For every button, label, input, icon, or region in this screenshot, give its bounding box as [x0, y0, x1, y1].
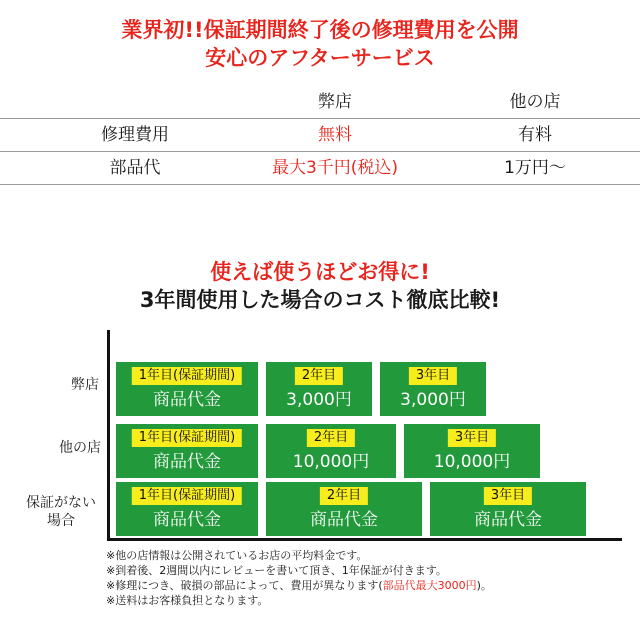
- column-header-ours: 弊店: [318, 92, 352, 112]
- row-label-other: [52, 439, 108, 457]
- comparison-row-repair-fee: [0, 118, 640, 151]
- other-value: 有料: [518, 125, 552, 145]
- ours-value: 最大3千円(税込): [271, 158, 399, 178]
- row-label-no-warranty: [18, 494, 104, 530]
- cost-bar-no-warranty-year3: [430, 482, 586, 536]
- column-header-other: 他の店: [509, 92, 561, 112]
- footnote-highlight: 部品代最大3000円: [382, 579, 477, 592]
- cost-value: 3,000円: [286, 390, 352, 410]
- headline-line-1: 業界初!!保証期間終了後の修理費用を公開: [121, 18, 519, 42]
- cost-bar-no-warranty-year1: [116, 482, 258, 536]
- year-tag: 3年目: [448, 429, 496, 447]
- cost-value: 10,000円: [292, 452, 370, 472]
- footnotes: [106, 548, 636, 608]
- cost-bar-other-year2: [266, 424, 396, 478]
- headline-line-2: 安心のアフターサービス: [205, 46, 435, 70]
- year-tag: 3年目: [484, 487, 532, 505]
- row-label-ours: [64, 376, 106, 394]
- year-tag: 2年目: [307, 429, 355, 447]
- cost-value: 商品代金: [310, 510, 378, 530]
- cost-value: 商品代金: [153, 510, 221, 530]
- footnote: [106, 578, 636, 593]
- footnote-text: ※修理につき、破損の部品によって、費用が異なります(: [106, 579, 383, 592]
- promo-line-1: 使えば使うほどお得に!: [210, 260, 430, 284]
- row-label-line: 場合: [47, 513, 75, 529]
- year-tag: 3年目: [409, 367, 457, 385]
- cost-bar-ours-year3: [380, 362, 486, 416]
- footnote-text: )。: [476, 579, 492, 592]
- row-label: 部品代: [109, 158, 161, 178]
- comparison-table: [0, 86, 640, 185]
- promo-line-2: 3年間使用した場合のコスト徹底比較!: [139, 288, 501, 312]
- cost-bar-ours-year1: [116, 362, 258, 416]
- cost-value: 商品代金: [153, 452, 221, 472]
- year-tag: 2年目: [320, 487, 368, 505]
- comparison-row-parts-fee: [0, 151, 640, 185]
- footnote: ※他の店情報は公開されているお店の平均料金です。: [106, 549, 368, 562]
- chart-x-axis: [107, 538, 622, 541]
- cost-bar-ours-year2: [266, 362, 372, 416]
- year-tag: 1年目(保証期間): [132, 429, 242, 447]
- cost-value: 3,000円: [400, 390, 466, 410]
- cost-bar-other-year3: [404, 424, 540, 478]
- row-label: 修理費用: [101, 125, 169, 145]
- cost-value: 商品代金: [474, 510, 542, 530]
- row-label-line: 弊店: [71, 377, 99, 393]
- cost-value: 商品代金: [153, 390, 221, 410]
- year-tag: 1年目(保証期間): [132, 487, 242, 505]
- year-tag: 1年目(保証期間): [132, 367, 242, 385]
- cost-bar-no-warranty-year2: [266, 482, 422, 536]
- year-tag: 2年目: [295, 367, 343, 385]
- row-label-line: 保証がない: [26, 495, 96, 511]
- comparison-header-row: [0, 86, 640, 118]
- chart-y-axis: [107, 330, 110, 540]
- cost-bar-other-year1: [116, 424, 258, 478]
- footnote: ※到着後、2週間以内にレビューを書いて頂き、1年保証が付きます。: [106, 564, 447, 577]
- cost-value: 10,000円: [433, 452, 511, 472]
- other-value: 1万円〜: [504, 158, 566, 178]
- footnote: ※送料はお客様負担となります。: [106, 594, 269, 607]
- ours-value: 無料: [318, 125, 352, 145]
- row-label-line: 他の店: [59, 440, 101, 456]
